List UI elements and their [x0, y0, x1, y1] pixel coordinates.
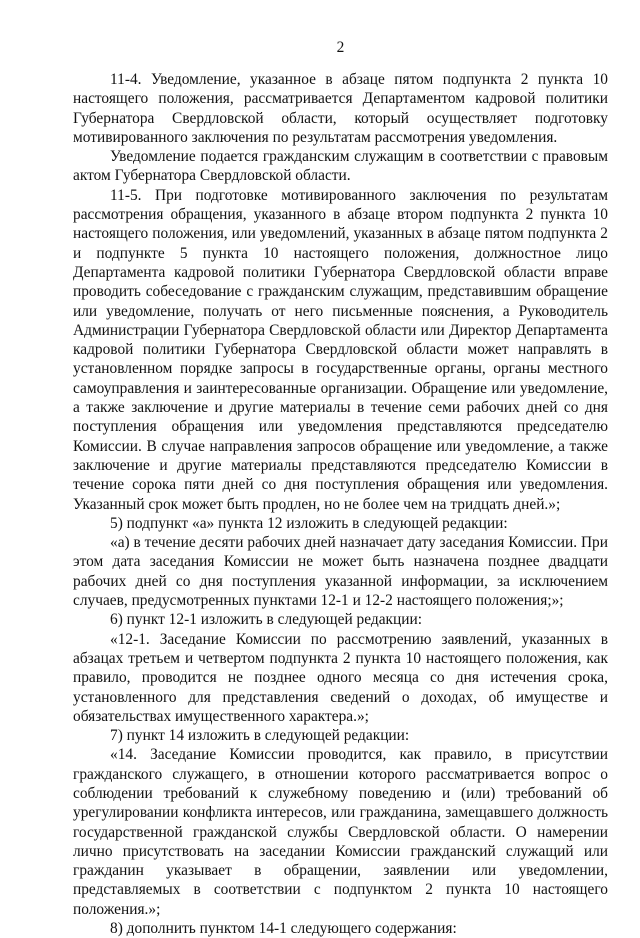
- paragraph-item-6: 6) пункт 12-1 изложить в следующей редакции:: [110, 611, 423, 629]
- paragraph-11-4: 11-4. Уведомление, указанное в абзаце пятом подпункта 2 пункта 10 настоящего положения, рассматривается Департаментом кадровой политики Губернатора Свердловской области, который осуществляет подготовку мотивированного заключения по результатам рассмотрения уведомления.: [73, 71, 608, 146]
- paragraph-14-text: «14. Заседание Комиссии проводится, как правило, в присутствии гражданского служащего, в отношении которого рассматривается вопрос о соблюдении требований к служебному поведению и (или) требований об урегулировании конфликта интересов, или гражданина, замещавшего должность государственной гражданской службы Свердловской области. О намерении лично присутствовать на заседании Комиссии гражданский служащий или гражданин указывает в обращении, заявлении или уведомлении, представляемых в соответствии с подпунктом 2 пункта 10 настоящего положения.»;: [73, 746, 608, 918]
- paragraph-item-7: 7) пункт 14 изложить в следующей редакции:: [110, 727, 410, 745]
- paragraph-notice-submission: Уведомление подается гражданским служащим в соответствии с правовым актом Губернатора Свердловской области.: [73, 148, 608, 185]
- paragraph-12a-text: «а) в течение десяти рабочих дней назначает дату заседания Комиссии. При этом дата заседания Комиссии не может быть назначена позднее двадцати рабочих дней со дня поступления указанной информации, за исключением случаев, предусмотренных пунктами 12-1 и 12-2 настоящего положения;»;: [73, 534, 608, 610]
- paragraph-item-5: 5) подпункт «а» пункта 12 изложить в следующей редакции:: [110, 514, 508, 532]
- paragraph-11-5: 11-5. При подготовке мотивированного заключения по результатам рассмотрения обращения, указанного в абзаце втором подпункта 2 пункта 10 настоящего положения, или уведомлений, указанных в абзаце пятом подпункта 2 и подпункте 5 пункта 10 настоящего положения, должностное лицо Департамента кадровой политики Губернатора Свердловской области вправе проводить собеседование с гражданским служащим, представившим обращение или уведомление, получать от него письменные пояснения, а Руководитель Администрации Губернатора Свердловской области или Директор Департамента кадровой политики Губернатора Свердловской области может направлять в установленном порядке запросы в государственные органы, органы местного самоуправления и заинтересованные организации. Обращение или уведомление, а также заключение и другие материалы в течение семи рабочих дней со дня поступления обращения или уведомления представляются председателю Комиссии. В случае направления запросов обращение или уведомление, а также заключение и другие материалы представляются председателю Комиссии в течение сорока пяти дней со дня поступления обращения или уведомления. Указанный срок может быть продлен, но не более чем на тридцать дней.»;: [73, 186, 608, 513]
- paragraph-item-8: 8) дополнить пунктом 14-1 следующего содержания:: [110, 920, 457, 938]
- paragraph-12-1-text: «12-1. Заседание Комиссии по рассмотрению заявлений, указанных в абзацах третьем и четвертом подпункта 2 пункта 10 настоящего положения, как правило, проводится не позднее одного месяца со дня истечения срока, установленного для представления сведений о доходах, об имуществе и обязательствах имущественного характера.»;: [73, 630, 608, 725]
- page-number: 2: [336, 39, 345, 56]
- document-body: [73, 70, 608, 938]
